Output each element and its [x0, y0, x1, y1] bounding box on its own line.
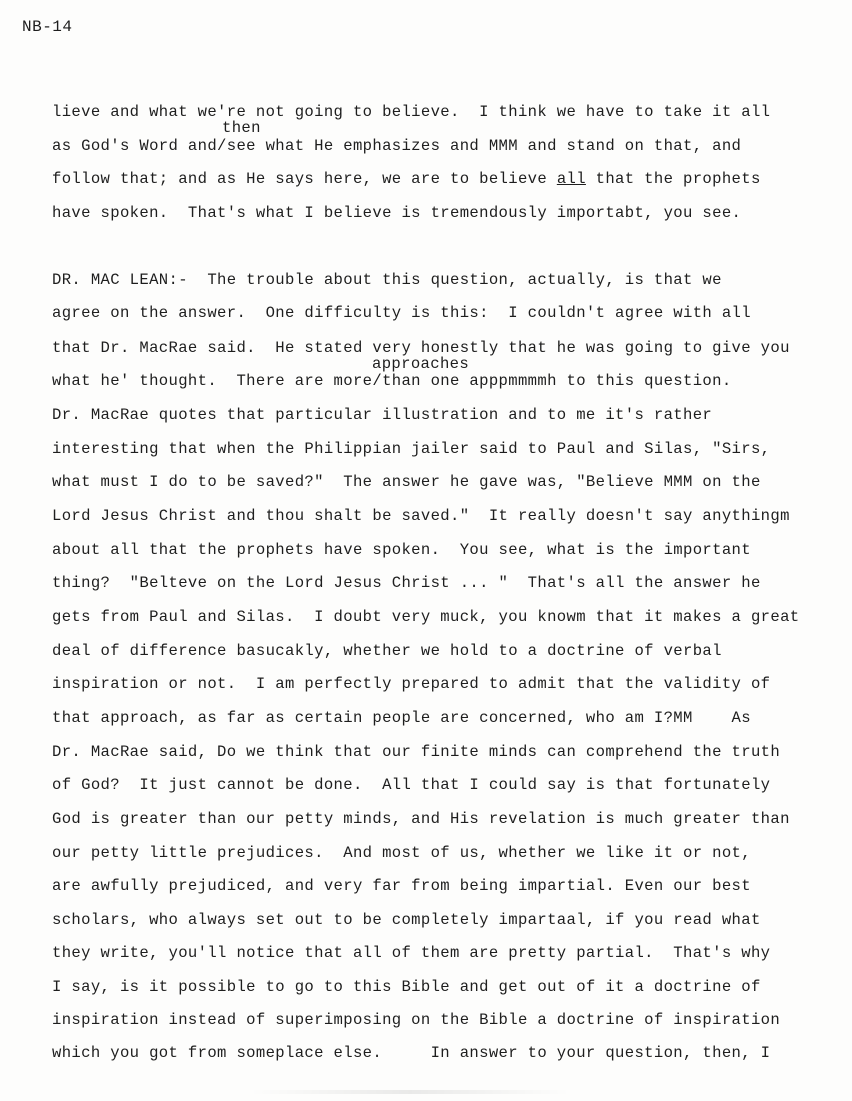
text-line: Dr. MacRae said, Do we think that our finite minds can comprehend the truth: [52, 743, 781, 761]
text-line: what must I do to be saved?" The answer he gave was, "Believe MMM on the: [52, 473, 761, 491]
text-line: of God? It just cannot be done. All that I could say is that fortunately: [52, 776, 771, 794]
handwritten-insertion: approaches: [372, 355, 470, 373]
handwritten-insertion: then: [222, 119, 261, 137]
text-line: lieve and what we're not going to believe. I think we have to take it all: [52, 103, 771, 121]
text-line: Dr. MacRae quotes that particular illustration and to me it's rather: [52, 406, 713, 424]
text-line: scholars, who always set out to be completely impartaal, if you read what: [52, 911, 761, 929]
text-line: God is greater than our petty minds, and His revelation is much greater than: [52, 810, 790, 828]
text-segment: that the prophets: [585, 170, 761, 188]
text-line: inspiration or not. I am perfectly prepared to admit that the validity of: [52, 675, 771, 693]
text-line: our petty little prejudices. And most of us, whether we like it or not,: [52, 844, 751, 862]
text-line: they write, you'll notice that all of them are pretty partial. That's why: [52, 944, 771, 962]
text-line: deal of difference basucakly, whether we hold to a doctrine of verbal: [52, 642, 722, 660]
text-line: DR. MAC LEAN:- The trouble about this question, actually, is that we: [52, 271, 722, 289]
text-line: are awfully prejudiced, and very far from being impartial. Even our best: [52, 877, 751, 895]
text-line: as God's Word and/see what He emphasizes and MMM and stand on that, and: [52, 137, 742, 155]
text-line: have spoken. That's what I believe is tremendously importabt, you see.: [52, 204, 742, 222]
page-number: NB-14: [22, 18, 73, 36]
text-segment: follow that; and as He says here, we are to believe: [52, 170, 557, 188]
text-line: about all that the prophets have spoken. You see, what is the important: [52, 541, 751, 559]
text-line: thing? "Belteve on the Lord Jesus Christ ... " That's all the answer he: [52, 574, 761, 592]
scan-smudge: [250, 1090, 570, 1094]
text-line: inspiration instead of superimposing on the Bible a doctrine of inspiration: [52, 1011, 781, 1029]
text-line: what he' thought. There are more/than one apppmmmmh to this question.: [52, 372, 732, 390]
text-line: gets from Paul and Silas. I doubt very muck, you knowm that it makes a great: [52, 608, 800, 626]
text-line: interesting that when the Philippian jailer said to Paul and Silas, "Sirs,: [52, 440, 771, 458]
text-line: Lord Jesus Christ and thou shalt be saved." It really doesn't say anythingm: [52, 507, 790, 525]
text-line: agree on the answer. One difficulty is this: I couldn't agree with all: [52, 304, 751, 322]
text-line: I say, is it possible to go to this Bible and get out of it a doctrine of: [52, 978, 761, 996]
text-line: that approach, as far as certain people are concerned, who am I?MM As: [52, 709, 751, 727]
text-line: that Dr. MacRae said. He stated very honestly that he was going to give you: [52, 339, 790, 357]
underlined-word: all: [556, 170, 586, 188]
text-line: which you got from someplace else. In answer to your question, then, I: [52, 1044, 771, 1062]
text-line: [52, 170, 761, 188]
